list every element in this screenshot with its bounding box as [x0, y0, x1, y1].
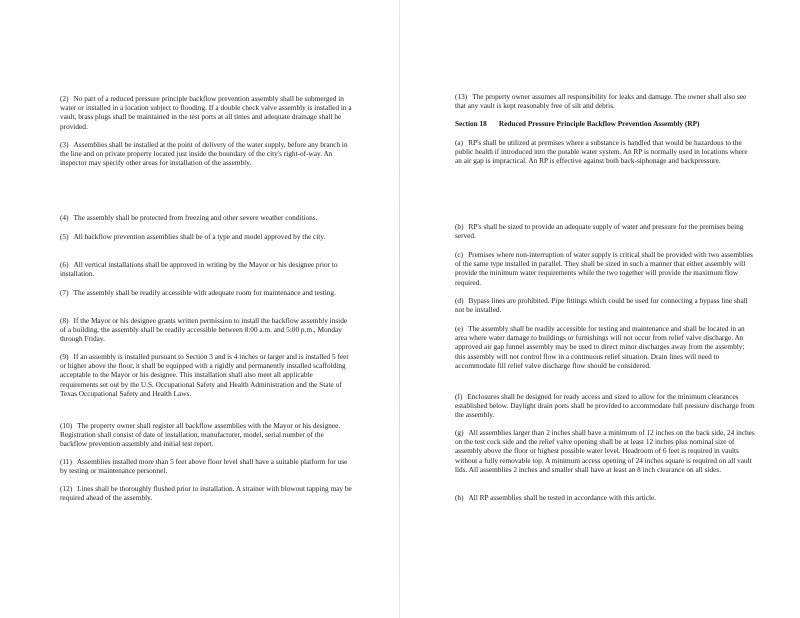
paragraph-number: (4): [60, 213, 69, 222]
paragraph-g: [455, 428, 755, 474]
paragraph-f: [455, 392, 755, 420]
paragraph-number: (11): [60, 457, 72, 466]
paragraph-9: [60, 352, 352, 398]
paragraph-3: [60, 140, 352, 168]
left-page: [0, 0, 399, 618]
paragraph-text: All backflow prevention assemblies shall be of a type and model approved by the city.: [73, 232, 326, 241]
paragraph-text: All vertical installations shall be approved in writing by the Mayor or his designee prior to installation.: [60, 260, 338, 279]
paragraph-text: Bypass lines are prohibited. Pipe fittings which could be used for connecting a bypass line shall not be installed.: [455, 296, 748, 315]
paragraph-d: [455, 296, 755, 314]
paragraph-7: [60, 288, 352, 297]
paragraph-number: (g): [455, 428, 464, 437]
paragraph-12: [60, 484, 352, 502]
paragraph-11: [60, 457, 352, 475]
paragraph-8: [60, 316, 352, 344]
paragraph-text: Assemblies installed more than 5 feet above floor level shall have a suitable platform for use by testing or maintenance personnel.: [60, 457, 348, 476]
paragraph-number: (5): [60, 232, 69, 241]
section-title: Reduced Pressure Principle Backflow Prevention Assembly (RP): [498, 119, 700, 128]
paragraph-text: The property owner assumes all responsibility for leaks and damage. The owner shall also see that any vault is kept reasonably free of silt and debris.: [455, 92, 747, 111]
paragraph-text: Premises where non-interruption of water supply is critical shall be provided with two assemblies of the same type installed in parallel. They shall be sized in such a manner that either assembly will provide the minimum water requirements while the two together will provide the maximum flow required.: [455, 250, 753, 287]
paragraph-a: [455, 138, 755, 166]
paragraph-text: The property owner shall register all backflow assemblies with the Mayor or his designee. Registration shall consist of date of installation, manufacturer, model, serial number of the backflow prevention assembly and initial test report.: [60, 421, 341, 449]
paragraph-4: [60, 213, 352, 222]
paragraph-number: (7): [60, 288, 69, 297]
paragraph-c: [455, 250, 755, 287]
section-18-heading: [455, 119, 755, 128]
paragraph-b: [455, 222, 755, 240]
paragraph-text: The assembly shall be readily accessible with adequate room for maintenance and testing.: [73, 288, 336, 297]
paragraph-text: RP's shall be utilized at premises where a substance is handled that would be hazardous to the public health if introduced into the potable water system. An RP is normally used in locations where an air gap is impractical. An RP is effective against both back-siphonage and backpressure.: [455, 138, 748, 166]
paragraph-text: Enclosures shall be designed for ready access and sized to allow for the minimum clearances established below. Daylight drain ports shall be provided to accommodate full pressure discharge from the assembly.: [455, 392, 755, 420]
paragraph-text: RP's shall be sized to provide an adequate supply of water and pressure for the premises being served.: [455, 222, 744, 241]
paragraph-number: (12): [60, 484, 73, 493]
paragraph-number: (e): [455, 324, 464, 333]
paragraph-text: All assemblies larger than 2 inches shall have a minimum of 12 inches on the back side, 24 inches on the test cock side and the relief valve opening shall be at least 12 inches plus nominal size of assembly above the floor or highest possible water level. Headroom of 6 feet is required in vaults without a fully removable top. A minimum access opening of 24 inches square is required on all vault lids. All assemblies 2 inches and smaller shall have at least an 8 inch clearance on all sides.: [455, 428, 755, 474]
paragraph-number: (2): [60, 94, 69, 103]
paragraph-number: (a): [455, 138, 464, 147]
paragraph-10: [60, 421, 352, 449]
paragraph-number: (9): [60, 352, 69, 361]
paragraph-number: (10): [60, 421, 73, 430]
paragraph-number: (b): [455, 222, 464, 231]
paragraph-text: If the Mayor or his designee grants written permission to install the backflow assembly inside of a building, the assembly shall be readily accessible between 8:00 a.m. and 5:00 p.m., Monday through Friday.: [60, 316, 348, 344]
paragraph-text: If an assembly is installed pursuant to Section 3 and is 4 inches or larger and is installed 5 feet or higher above the floor, it shall be equipped with a rigidly and permanently installed scaffolding acceptable to the Mayor or his designee. This installation shall also meet all applicable requirements set out by the U.S. Occupational Safety and Health Administration and the State of Texas Occupational Safety and Health Laws.: [60, 352, 349, 398]
paragraph-number: (h): [455, 493, 464, 502]
paragraph-5: [60, 232, 352, 241]
paragraph-number: (d): [455, 296, 464, 305]
paragraph-text: No part of a reduced pressure principle backflow prevention assembly shall be submerged in water or installed in a location subject to flooding. If a double check valve assembly is installed in a vault, brass plugs shall be maintained in the test ports at all times and adequate drainage shall be provided.: [60, 94, 352, 131]
paragraph-text: The assembly shall be readily accessible for testing and maintenance and shall be located in an area where water damage to buildings or furnishings will not occur from relief valve discharge. An approved air gap funnel assembly may be used to direct minor discharges away from the assembly; this assembly will not control flow in a continuous relief situation. Drain lines will need to accommodate fill relief valve discharge flow should be considered.: [455, 324, 745, 370]
paragraph-number: (3): [60, 140, 69, 149]
paragraph-number: (13): [455, 92, 468, 101]
paragraph-number: (8): [60, 316, 69, 325]
paragraph-6: [60, 260, 352, 278]
paragraph-2: [60, 94, 352, 131]
paragraph-number: (c): [455, 250, 464, 259]
paragraph-text: The assembly shall be protected from freezing and other severe weather conditions.: [73, 213, 318, 222]
paragraph-text: All RP assemblies shall be tested in accordance with this article.: [468, 493, 657, 502]
paragraph-text: Assemblies shall be installed at the point of delivery of the water supply, before any branch in the line and on private property located just inside the boundary of the city's right-of-way. An inspector may specify other areas for installation of the assembly.: [60, 140, 348, 168]
paragraph-e: [455, 324, 755, 370]
paragraph-number: (6): [60, 260, 69, 269]
section-number: Section 18: [455, 119, 487, 128]
paragraph-text: Lines shall be thoroughly flushed prior to installation. A strainer with blowout tapping may be required ahead of the assembly.: [60, 484, 352, 503]
paragraph-number: (f): [455, 392, 463, 401]
paragraph-13: [455, 92, 755, 110]
right-page: [400, 0, 800, 618]
paragraph-h: [455, 493, 755, 502]
